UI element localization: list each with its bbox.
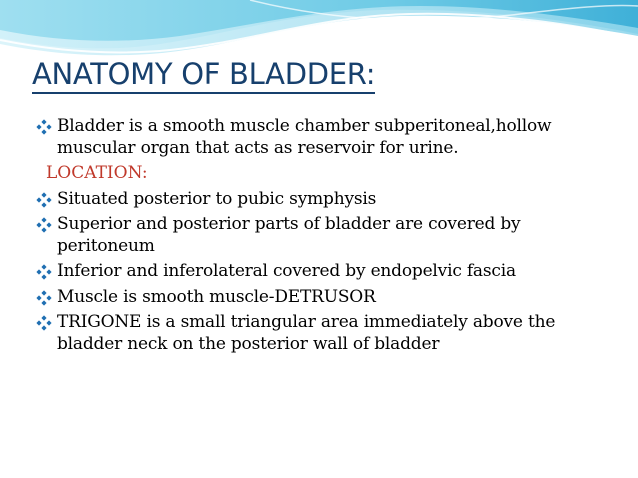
bullet-item (36, 287, 606, 309)
slide-title: ANATOMY OF BLADDER: (32, 56, 375, 94)
bullet-item-text: Superior and posterior parts of bladder are covered by peritoneum (57, 214, 521, 256)
bullet-item-text: TRIGONE is a small triangular area immediately above the bladder neck on the posterior wall of bladder (57, 312, 556, 354)
diamond-dots-bullet-icon (36, 290, 52, 306)
diamond-dots-bullet-icon (36, 119, 52, 135)
diamond-dots-bullet-icon (36, 315, 52, 331)
bullet-list (36, 116, 606, 359)
bullet-item (36, 261, 606, 283)
bullet-item (36, 214, 606, 257)
bullet-item-text: Bladder is a smooth muscle chamber subperitoneal,hollow muscular organ that acts as reservoir for urine. (57, 116, 552, 158)
bullet-item (36, 116, 606, 159)
bullet-item-text: Situated posterior to pubic symphysis (57, 188, 377, 209)
diamond-dots-bullet-icon (36, 264, 52, 280)
location-heading (46, 163, 606, 185)
bullet-item-text: Muscle is smooth muscle-DETRUSOR (57, 286, 376, 307)
bullet-item (36, 189, 606, 211)
bullet-item-text: Inferior and inferolateral covered by endopelvic fascia (57, 261, 516, 281)
location-heading-text: LOCATION: (46, 163, 148, 183)
diamond-dots-bullet-icon (36, 192, 52, 208)
diamond-dots-bullet-icon (36, 217, 52, 233)
bullet-item (36, 312, 606, 355)
